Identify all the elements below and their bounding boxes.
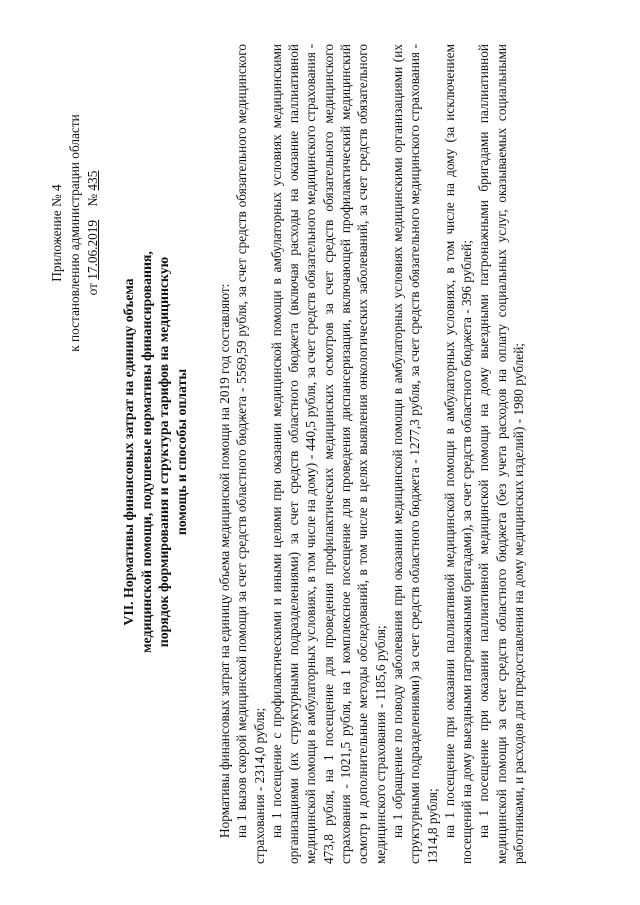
document-body: [216, 44, 527, 864]
section-title: [120, 62, 190, 842]
appendix-number-label: №: [85, 193, 100, 207]
paragraph-preventive-visit: на 1 посещение с профилактическими и иными целями при оказании медицинской помощи в амбулаторных условиях медицинскими организациями (их структурными подразделениями) за счет средств областного бюджета (включая расходы на оказание паллиативной медицинской помощи в амбулаторных условиях, в том числе на дому) - 440,5 рубля, за счет средств обязательного медицинского страхования - 473,8 рубля, на 1 посещение для проведения профилактических медицинских осмотров за счет средств обязательного медицинского страхования - 1021,5 рубля, на 1 комплексное посещение для проведения диспансеризации, включающей профилактический медицинский осмотр и дополнительные методы обследований, в том числе в целях выявления онкологических заболеваний, за счет средств обязательного медицинского страхования - 1185,6 рубля;: [268, 44, 388, 864]
title-line-1: VII. Нормативы финансовых затрат на единицу объема: [121, 278, 136, 626]
appendix-header: [48, 68, 102, 398]
appendix-decree: к постановлению администрации области: [67, 114, 82, 352]
appendix-number: Приложение № 4: [49, 184, 64, 282]
paragraph-ambulance-call: на 1 вызов скорой медицинской помощи за счет средств областного бюджета - 5569,59 рубля, за счет средств обязательного медицинского страхования - 2314,0 рубля;: [234, 44, 267, 864]
appendix-doc-number: 435: [85, 170, 100, 191]
appendix-date-line: [84, 68, 102, 398]
title-line-2: медицинской помощи, подушевые нормативы финансирования,: [138, 251, 154, 653]
appendix-from-label: от: [85, 283, 100, 296]
rotated-document-content: [40, 22, 600, 882]
paragraph-disease-appeal: на 1 обращение по поводу заболевания при оказании медицинской помощи в амбулаторных условиях медицинскими организациями (их структурными подразделениями) за счет средств областного бюджета - 1277,3 рубля, за счет средств обязательного медицинского страхования - 1314,8 рубля;: [389, 44, 440, 864]
title-line-4: помощь и способы оплаты: [173, 368, 189, 536]
appendix-date: 17.06.2019: [85, 219, 100, 280]
title-line-3: порядок формирования и структура тарифов на медицинскую: [156, 256, 171, 648]
paragraph-intro: Нормативы финансовых затрат на единицу объема медицинской помощи на 2019 год составляют:: [217, 283, 232, 838]
paragraph-palliative-home-visit: на 1 посещение при оказании паллиативной медицинской помощи на дому выездными патронажными бригадами паллиативной медицинской помощи за счет средств областного бюджета (без учета расходов на оплату социальных услуг, оказываемых социальными работниками, и расходов для предоставления на дому медицинских изделий) - 1980 рублей;: [476, 44, 527, 864]
paragraph-palliative-visit: на 1 посещение при оказании паллиативной медицинской помощи в амбулаторных условиях, в том числе на дому (за исключением посещений на дому выездными патронажными бригадами), за счет средств областного бюджета - 396 рублей;: [441, 44, 475, 864]
